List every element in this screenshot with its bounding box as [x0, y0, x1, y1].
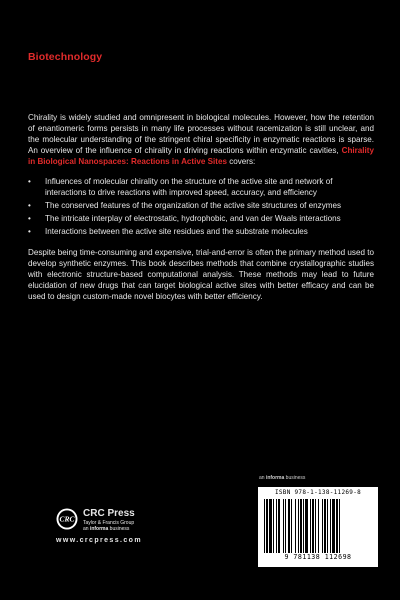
- isbn-text: ISBN 978-1-138-11269-8: [274, 489, 362, 496]
- back-cover-text: [28, 112, 374, 311]
- intro-paragraph: [28, 112, 374, 167]
- list-item: • The conserved features of the organization of the active site structures of enzymes: [28, 201, 342, 210]
- barcode-bars-icon: [262, 499, 374, 553]
- crc-press-logo-icon: [56, 508, 78, 530]
- closing-paragraph: Despite being time-consuming and expensive, trial-and-error is often the primary method used to develop synthetic enzymes. This book describes methods that combine crystallographic studies with electronic structure-based computational analysis. These methods may lead to future elucidation of new drugs that can target biological active sites with better efficacy and can be used to design custom-made novel biocytes with better efficiency.: [28, 248, 374, 301]
- bullet-icon: •: [28, 201, 31, 210]
- intro-text: Chirality is widely studied and omnipresent in biological molecules. However, how the retention of enantiomeric forms persists in many life processes without racemization is still unclear, and the molecular understanding of the stringent chiral specificity in enzymatic reactions is sparse. An overview of the influence of chirality in driving reactions within enzymatic cavities,: [28, 113, 374, 155]
- barcode-digits: 9 781138 112698: [284, 553, 352, 561]
- publisher-block: [83, 508, 135, 532]
- topics-list: [28, 176, 374, 237]
- list-item: • Interactions between the active site residues and the substrate molecules: [28, 227, 308, 236]
- barcode: [258, 487, 378, 567]
- list-item: • The intricate interplay of electrostatic, hydrophobic, and van der Waals interactions: [28, 214, 341, 223]
- list-item: • Influences of molecular chirality on the structure of the active site and network of interactions to drive reactions with improved speed, accuracy, and efficiency: [28, 177, 333, 197]
- bullet-icon: •: [28, 177, 31, 186]
- book-title: Chirality in Biological Nanospaces: Reactions in Active Sites: [28, 146, 374, 166]
- bullet-icon: •: [28, 214, 31, 223]
- publisher-name: CRC Press: [83, 508, 135, 519]
- intro-text-end: covers:: [226, 157, 256, 166]
- category-label: Biotechnology: [28, 51, 103, 63]
- informa-tagline: an informa business: [259, 475, 306, 481]
- publisher-group: Taylor & Francis Group: [83, 520, 135, 526]
- publisher-tagline: an informa business: [83, 526, 130, 532]
- bullet-icon: •: [28, 227, 31, 236]
- publisher-url: www.crcpress.com: [56, 537, 142, 544]
- crc-logo-text: CRC: [59, 514, 75, 524]
